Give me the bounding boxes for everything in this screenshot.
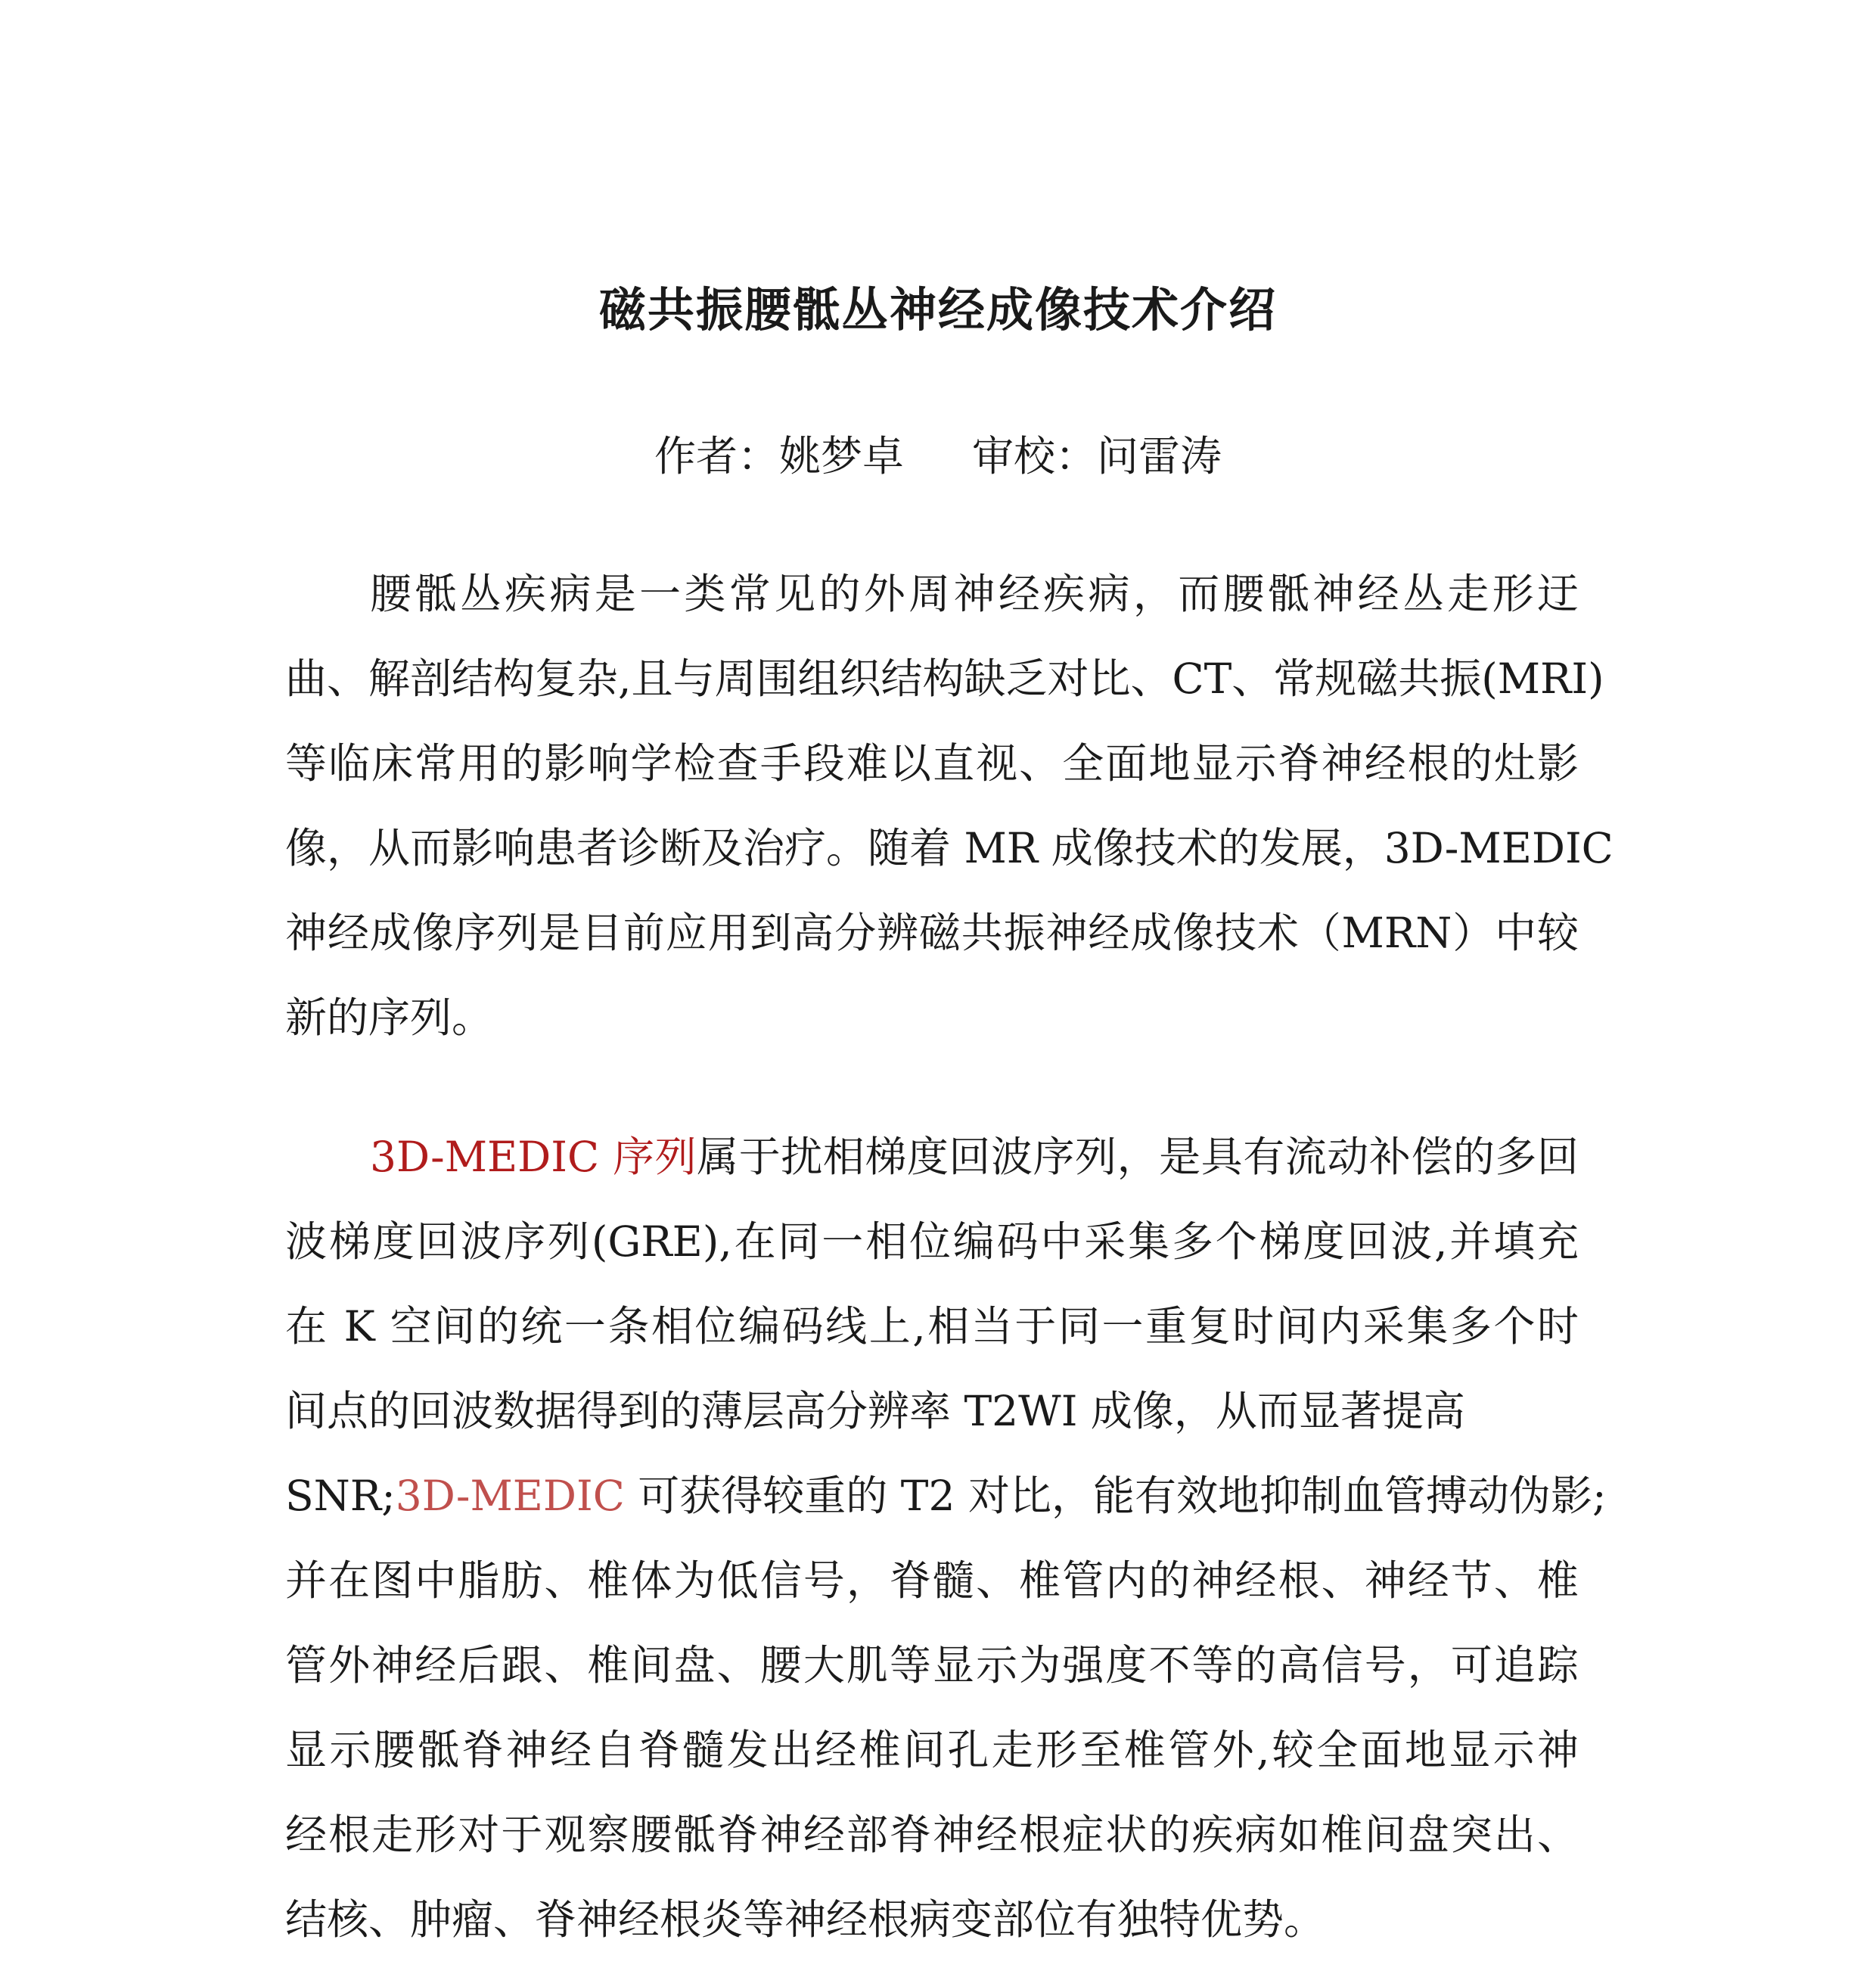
text-line: 新的序列。: [285, 993, 494, 1042]
text-line: 经根走形对于观察腰骶脊神经部脊神经根症状的疾病如椎间盘突出、: [285, 1811, 1579, 1859]
document-title: 磁共振腰骶丛神经成像技术介绍: [598, 282, 1277, 337]
text-segment: 属于扰相梯度回波序列，是具有流动补偿的多回: [697, 1133, 1579, 1181]
reviewer: 审校：问雷涛: [972, 432, 1222, 480]
paragraph-medic: [285, 1114, 1607, 1962]
text-line: 结核、肿瘤、脊神经根炎等神经根病变部位有独特优势。: [285, 1895, 1326, 1944]
text-segment: SNR;: [285, 1472, 396, 1520]
highlight-term: 3D-MEDIC 序列: [370, 1133, 697, 1181]
text-line: 间点的回波数据得到的薄层高分辨率 T2WI 成像，从而显著提高: [285, 1387, 1465, 1435]
text-line: 神经成像序列是目前应用到高分辨磁共振神经成像技术（MRN）中较: [285, 909, 1579, 957]
text-line: 等临床常用的影响学检查手段难以直视、全面地显示脊神经根的灶影: [285, 739, 1579, 788]
text-line: 曲、解剖结构复杂,且与周围组织结构缺乏对比、CT、常规磁共振(MRI): [285, 654, 1604, 703]
text-segment: 可获得较重的 T2 对比，能有效地抑制血管搏动伪影;: [624, 1472, 1607, 1520]
text-line: 管外神经后跟、椎间盘、腰大肌等显示为强度不等的高信号，可追踪: [285, 1641, 1579, 1689]
text-line: 波梯度回波序列(GRE),在同一相位编码中采集多个梯度回波,并填充: [285, 1217, 1579, 1266]
highlight-term: 3D-MEDIC: [395, 1472, 625, 1520]
author: 作者：姚梦卓: [654, 432, 904, 480]
text-line: 显示腰骶脊神经自脊髓发出经椎间孔走形至椎管外,较全面地显示神: [285, 1726, 1579, 1774]
text-line: 并在图中脂肪、椎体为低信号，脊髓、椎管内的神经根、神经节、椎: [285, 1556, 1579, 1605]
paragraph-intro: [285, 552, 1614, 1060]
text-line: 腰骶丛疾病是一类常见的外周神经疾病，而腰骶神经丛走形迂: [370, 570, 1579, 618]
text-line: [285, 1453, 1607, 1538]
text-line: [285, 1114, 1579, 1199]
text-line: 在 K 空间的统一条相位编码线上,相当于同一重复时间内采集多个时: [285, 1302, 1579, 1351]
text-line: 像，从而影响患者诊断及治疗。随着 MR 成像技术的发展，3D-MEDIC: [285, 824, 1614, 872]
author-line: [0, 427, 1876, 485]
